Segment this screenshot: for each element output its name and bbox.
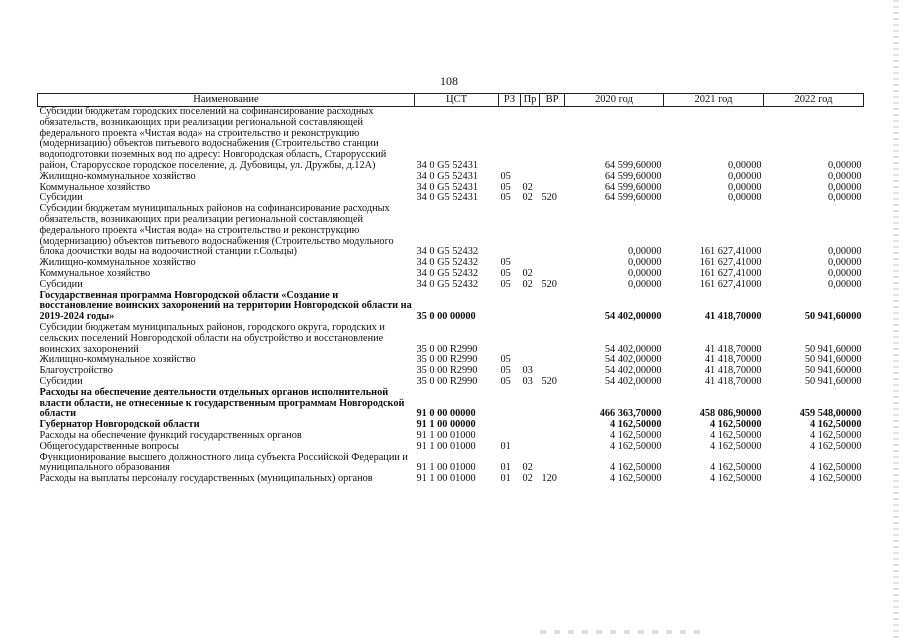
table-row bbox=[38, 172, 864, 183]
cell-pr bbox=[521, 323, 540, 355]
cell-pr bbox=[521, 431, 540, 442]
cell-vr bbox=[540, 453, 565, 475]
table-row bbox=[38, 291, 864, 323]
cell-2020: 64 599,60000 bbox=[604, 192, 662, 204]
cell-2021: 4 162,50000 bbox=[710, 473, 762, 485]
cell-vr bbox=[540, 172, 565, 183]
header-cst: ЦСТ bbox=[415, 94, 499, 107]
cell-pr: 02 bbox=[522, 473, 533, 485]
header-name: Наименование bbox=[38, 94, 415, 107]
cell-2020: 466 363,70000 bbox=[599, 408, 662, 420]
cell-2021: 4 162,50000 bbox=[710, 462, 762, 474]
cell-2022: 50 941,60000 bbox=[804, 343, 862, 355]
cell-rz bbox=[499, 388, 521, 420]
cell-cst: 91 1 00 01000 bbox=[416, 440, 476, 452]
cell-pr: 02 bbox=[522, 267, 533, 279]
cell-name: Коммунальное хозяйство bbox=[39, 267, 151, 279]
cell-2020: 4 162,50000 bbox=[610, 419, 662, 431]
cell-2020: 0,00000 bbox=[628, 246, 662, 258]
cell-2020: 4 162,50000 bbox=[610, 429, 662, 441]
cell-2022: 0,00000 bbox=[828, 181, 862, 193]
cell-rz: 01 bbox=[500, 462, 511, 474]
cell-rz bbox=[499, 204, 521, 258]
scan-edge bbox=[893, 0, 899, 640]
cell-cst: 34 0 G5 52432 bbox=[416, 257, 478, 269]
cell-2022: 0,00000 bbox=[828, 267, 862, 279]
table-row bbox=[38, 280, 864, 291]
cell-2020: 4 162,50000 bbox=[610, 462, 662, 474]
cell-rz: 05 bbox=[500, 170, 511, 182]
cell-name: Субсидии bbox=[39, 278, 83, 290]
cell-2021: 0,00000 bbox=[728, 181, 762, 193]
cell-pr: 03 bbox=[522, 365, 533, 377]
cell-2021: 0,00000 bbox=[728, 170, 762, 182]
cell-cst: 34 0 G5 52431 bbox=[416, 159, 478, 171]
cell-2020: 54 402,00000 bbox=[604, 343, 662, 355]
cell-cst: 34 0 G5 52432 bbox=[416, 246, 478, 258]
cell-2020: 0,00000 bbox=[628, 267, 662, 279]
cell-vr bbox=[540, 388, 565, 420]
header-rz: РЗ bbox=[499, 94, 521, 107]
cell-cst: 35 0 00 R2990 bbox=[416, 375, 478, 387]
cell-pr bbox=[521, 420, 540, 431]
cell-rz bbox=[499, 107, 521, 172]
cell-vr bbox=[540, 431, 565, 442]
table-row bbox=[38, 474, 864, 485]
cell-2020: 64 599,60000 bbox=[604, 170, 662, 182]
cell-rz: 05 bbox=[500, 192, 511, 204]
cell-vr bbox=[540, 420, 565, 431]
cell-2020: 0,00000 bbox=[628, 257, 662, 269]
cell-rz: 01 bbox=[500, 440, 511, 452]
cell-2021: 161 627,41000 bbox=[699, 257, 762, 269]
cell-2022: 50 941,60000 bbox=[804, 365, 862, 377]
cell-2020: 54 402,00000 bbox=[604, 375, 662, 387]
cell-pr: 02 bbox=[522, 278, 533, 290]
cell-name: Государственная программа Новгородской области «Создание и восстановление воинских захоронений на территории Новгородской области на 2019-2024 годы» bbox=[39, 289, 412, 323]
cell-vr: 520 bbox=[541, 278, 557, 290]
cell-cst: 91 0 00 00000 bbox=[416, 408, 476, 420]
cell-pr: 02 bbox=[522, 192, 533, 204]
cell-2022: 50 941,60000 bbox=[804, 311, 862, 323]
cell-name: Расходы на обеспечение деятельности отдельных органов исполнительной власти области, не отнесенные к государственным программам Новгородской области bbox=[39, 386, 405, 420]
cell-pr bbox=[521, 442, 540, 453]
cell-cst: 91 1 00 01000 bbox=[416, 429, 476, 441]
cell-2021: 458 086,90000 bbox=[699, 408, 762, 420]
cell-cst: 91 1 00 01000 bbox=[416, 473, 476, 485]
cell-name: Функционирование высшего должностного лица субъекта Российской Федерации и муниципального образования bbox=[39, 451, 408, 474]
cell-2022: 4 162,50000 bbox=[810, 429, 862, 441]
header-2020: 2020 год bbox=[565, 94, 664, 107]
cell-cst: 34 0 G5 52432 bbox=[416, 267, 478, 279]
cell-vr bbox=[540, 355, 565, 366]
header-2022: 2022 год bbox=[764, 94, 864, 107]
cell-cst: 34 0 G5 52431 bbox=[416, 170, 478, 182]
cell-name: Коммунальное хозяйство bbox=[39, 181, 151, 193]
cell-name: Субсидии бюджетам городских поселений на софинансирование расходных обязательств, возникающих при реализации региональной составляющей федерального проекта «Чистая вода» на строительство и реконструкцию (модернизацию) объектов питьевого водоснабжения (Строительство станции водоподготовки поземных вод по адресу: Новгородская область, Старорусский район, Старорусское городское поселение, д. Дубовицы, ул. Дружбы, д.12А) bbox=[39, 106, 387, 171]
cell-pr bbox=[521, 204, 540, 258]
cell-name: Субсидии бюджетам муниципальных районов на софинансирование расходных обязательств, возникающих при реализации региональной составляющей федерального проекта «Чистая вода» на строительство и реконструкцию (модернизацию) объектов питьевого водоснабжения (Строительство модульного блока доочистки воды на водоочистной станции г.Сольцы) bbox=[39, 203, 394, 258]
cell-name: Расходы на выплаты персоналу государственных (муниципальных) органов bbox=[39, 473, 373, 485]
cell-cst: 91 1 00 00000 bbox=[416, 419, 476, 431]
table-row bbox=[38, 442, 864, 453]
cell-2022: 0,00000 bbox=[828, 192, 862, 204]
cell-cst: 35 0 00 R2990 bbox=[416, 343, 478, 355]
cell-pr bbox=[521, 107, 540, 172]
cell-2022: 0,00000 bbox=[828, 278, 862, 290]
cell-2021: 161 627,41000 bbox=[699, 278, 762, 290]
cell-pr: 03 bbox=[522, 375, 533, 387]
table-row bbox=[38, 388, 864, 420]
cell-name: Жилищно-коммунальное хозяйство bbox=[39, 354, 196, 366]
table-row bbox=[38, 323, 864, 355]
cell-vr bbox=[540, 323, 565, 355]
cell-2020: 54 402,00000 bbox=[604, 354, 662, 366]
cell-cst: 34 0 G5 52432 bbox=[416, 278, 478, 290]
cell-2022: 0,00000 bbox=[828, 170, 862, 182]
cell-name: Расходы на обеспечение функций государственных органов bbox=[39, 429, 302, 441]
cell-2020: 64 599,60000 bbox=[604, 159, 662, 171]
cell-vr: 520 bbox=[541, 192, 557, 204]
table-header bbox=[38, 94, 864, 107]
cell-name: Жилищно-коммунальное хозяйство bbox=[39, 257, 196, 269]
cell-vr bbox=[540, 442, 565, 453]
cell-2021: 41 418,70000 bbox=[704, 343, 762, 355]
cell-pr: 02 bbox=[522, 181, 533, 193]
cell-pr bbox=[521, 172, 540, 183]
cell-2020: 64 599,60000 bbox=[604, 181, 662, 193]
header-vr: ВР bbox=[540, 94, 565, 107]
cell-2022: 4 162,50000 bbox=[810, 473, 862, 485]
cell-2022: 4 162,50000 bbox=[810, 462, 862, 474]
cell-cst: 91 1 00 01000 bbox=[416, 462, 476, 474]
cell-rz bbox=[499, 323, 521, 355]
cell-2022: 50 941,60000 bbox=[804, 354, 862, 366]
cell-cst: 35 0 00 R2990 bbox=[416, 354, 478, 366]
cell-name: Субсидии bbox=[39, 375, 83, 387]
cell-2021: 0,00000 bbox=[728, 192, 762, 204]
cell-2022: 0,00000 bbox=[828, 257, 862, 269]
cell-pr: 02 bbox=[522, 462, 533, 474]
cell-rz: 05 bbox=[500, 365, 511, 377]
cell-vr: 520 bbox=[541, 375, 557, 387]
cell-2021: 4 162,50000 bbox=[710, 429, 762, 441]
cell-2020: 4 162,50000 bbox=[610, 440, 662, 452]
cell-pr bbox=[521, 388, 540, 420]
cell-2021: 4 162,50000 bbox=[710, 440, 762, 452]
header-pr: Пр bbox=[521, 94, 540, 107]
cell-rz bbox=[499, 291, 521, 323]
cell-cst: 35 0 00 00000 bbox=[416, 311, 476, 323]
cell-name: Субсидии бюджетам муниципальных районов, городского округа, городских и сельских поселений Новгородской области на обустройство и восстановление воинских захоронений bbox=[39, 321, 385, 355]
cell-rz: 05 bbox=[500, 375, 511, 387]
cell-2021: 4 162,50000 bbox=[710, 419, 762, 431]
cell-2021: 161 627,41000 bbox=[699, 267, 762, 279]
cell-name: Субсидии bbox=[39, 192, 83, 204]
cell-name: Губернатор Новгородской области bbox=[39, 419, 200, 431]
cell-2021: 41 418,70000 bbox=[704, 365, 762, 377]
cell-2022: 4 162,50000 bbox=[810, 440, 862, 452]
cell-2020: 4 162,50000 bbox=[610, 473, 662, 485]
cell-rz: 01 bbox=[500, 473, 511, 485]
header-2021: 2021 год bbox=[664, 94, 764, 107]
cell-cst: 35 0 00 R2990 bbox=[416, 365, 478, 377]
scan-smudge bbox=[540, 630, 700, 634]
cell-2020: 0,00000 bbox=[628, 278, 662, 290]
table-row bbox=[38, 453, 864, 475]
cell-rz: 05 bbox=[500, 267, 511, 279]
cell-rz: 05 bbox=[500, 278, 511, 290]
page-number: 108 bbox=[440, 74, 458, 88]
cell-2021: 0,00000 bbox=[728, 159, 762, 171]
cell-rz bbox=[499, 420, 521, 431]
cell-rz: 05 bbox=[500, 181, 511, 193]
cell-2020: 54 402,00000 bbox=[604, 311, 662, 323]
cell-vr bbox=[540, 107, 565, 172]
cell-2021: 161 627,41000 bbox=[699, 246, 762, 258]
cell-2022: 459 548,00000 bbox=[799, 408, 862, 420]
cell-vr bbox=[540, 258, 565, 269]
cell-2022: 4 162,50000 bbox=[810, 419, 862, 431]
budget-table bbox=[37, 93, 864, 485]
cell-name: Благоустройство bbox=[39, 365, 113, 377]
cell-2020: 54 402,00000 bbox=[604, 365, 662, 377]
table-row bbox=[38, 204, 864, 258]
cell-pr bbox=[521, 291, 540, 323]
cell-2021: 41 418,70000 bbox=[704, 311, 762, 323]
cell-2021: 41 418,70000 bbox=[704, 354, 762, 366]
cell-name: Общегосударственные вопросы bbox=[39, 440, 179, 452]
cell-vr bbox=[540, 291, 565, 323]
cell-2022: 50 941,60000 bbox=[804, 375, 862, 387]
cell-vr: 120 bbox=[541, 473, 557, 485]
cell-cst: 34 0 G5 52431 bbox=[416, 192, 478, 204]
cell-vr bbox=[540, 204, 565, 258]
cell-2021: 41 418,70000 bbox=[704, 375, 762, 387]
cell-rz: 05 bbox=[500, 257, 511, 269]
cell-2022: 0,00000 bbox=[828, 246, 862, 258]
cell-cst: 34 0 G5 52431 bbox=[416, 181, 478, 193]
cell-rz: 05 bbox=[500, 354, 511, 366]
cell-2022: 0,00000 bbox=[828, 159, 862, 171]
table-row bbox=[38, 107, 864, 172]
cell-name: Жилищно-коммунальное хозяйство bbox=[39, 170, 196, 182]
